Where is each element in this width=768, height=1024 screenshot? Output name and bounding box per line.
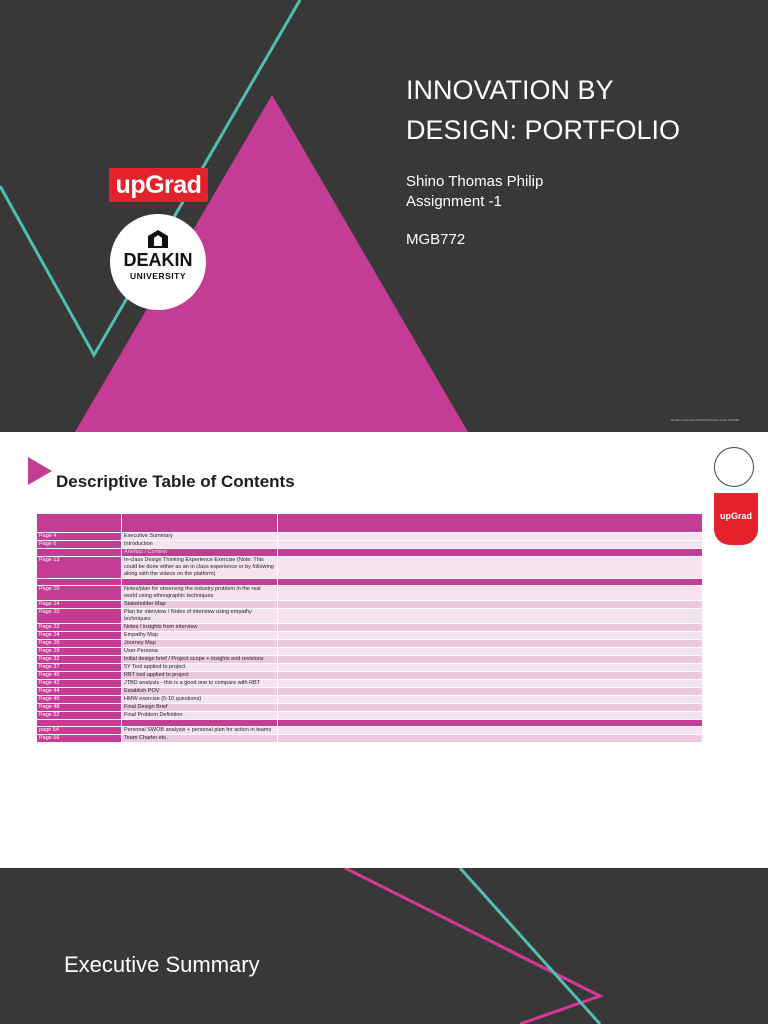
toc-notes-cell [278,624,703,632]
cricos-footer: Deakin University CRICOS Provider Code: 00113B [671,418,739,422]
toc-row [37,712,703,720]
toc-row [37,680,703,688]
toc-row [37,704,703,712]
toc-item-cell: Final Problem Definition [122,712,278,720]
toc-item-cell [122,514,278,533]
toc-item-cell: Notes/plan for observing the industry problem in the real world using ethnographic techniques [122,586,278,601]
toc-page-cell: Page 13 [37,557,122,579]
toc-item-cell: Artefact / Content [122,549,278,557]
toc-item-cell: Establish POV [122,688,278,696]
title-line-1: INNOVATION BY [406,75,614,105]
toc-item-cell: Notes / insights from interview [122,624,278,632]
toc-row [37,720,703,727]
toc-page-cell: Page 4 [37,533,122,541]
cover-slide [0,0,768,432]
toc-item-cell: 5Y Tool applied to project [122,664,278,672]
toc-notes-cell [278,672,703,680]
toc-notes-cell [278,640,703,648]
toc-row [37,640,703,648]
toc-page-cell [37,549,122,557]
summary-slide [0,868,768,1024]
toc-page-cell: Page 6 [37,541,122,549]
toc-page-cell: Page 44 [37,688,122,696]
toc-item-cell: Initial design brief / Project scope + insights and revisions [122,656,278,664]
toc-item-cell: Stakeholder Map [122,601,278,609]
toc-row [37,735,703,743]
toc-row [37,672,703,680]
toc-row [37,696,703,704]
assignment-label: Assignment -1 [406,193,502,210]
toc-row [37,514,703,533]
toc-notes-cell [278,656,703,664]
toc-page-cell: Page 22 [37,624,122,632]
toc-title: Descriptive Table of Contents [56,472,295,491]
toc-item-cell: Journey Map [122,640,278,648]
toc-notes-cell [278,680,703,688]
upgrad-logo: upGrad [109,168,208,202]
title-line-2: DESIGN: PORTFOLIO [406,115,681,145]
toc-table [36,513,703,743]
toc-row [37,648,703,656]
toc-row [37,664,703,672]
toc-page-cell: Page 26 [37,640,122,648]
toc-page-cell [37,579,122,586]
teal-line-2 [460,868,600,1024]
toc-page-cell: Page 32 [37,656,122,664]
deakin-name: DEAKIN [123,250,193,270]
toc-item-cell: Team Charter etc. [122,735,278,743]
deakin-crest-icon [148,230,168,248]
toc-page-cell: Page 10 [37,586,122,601]
toc-item-cell: HMW exercise (5-10 questions) [122,696,278,704]
deakin-sub: UNIVERSITY [129,271,186,281]
toc-row [37,609,703,624]
toc-notes-cell [278,632,703,640]
toc-page-cell: Page 20 [37,609,122,624]
toc-page-cell: Page 24 [37,632,122,640]
toc-page-cell: Page 40 [37,672,122,680]
deakin-logo [110,214,206,310]
toc-notes-cell [278,609,703,624]
toc-row [37,541,703,549]
toc-page-cell: Page 56 [37,735,122,743]
toc-notes-cell [278,696,703,704]
toc-notes-cell [278,557,703,579]
toc-notes-cell [278,688,703,696]
pink-line [345,868,600,1024]
toc-notes-cell [278,541,703,549]
toc-page-cell: Page 46 [37,696,122,704]
toc-notes-cell [278,514,703,533]
upgrad-badge: upGrad [714,493,758,545]
toc-notes-cell [278,664,703,672]
play-arrow-icon [28,457,52,485]
toc-page-cell: page 54 [37,727,122,735]
toc-notes-cell [278,735,703,743]
toc-row [37,579,703,586]
toc-page-cell: Page 48 [37,704,122,712]
toc-row [37,586,703,601]
toc-item-cell: Personal SWOB analysis + personal plan for action in teams [122,727,278,735]
toc-page-cell: Page 37 [37,664,122,672]
toc-item-cell: Empathy Map [122,632,278,640]
toc-row [37,656,703,664]
toc-notes-cell [278,533,703,541]
executive-summary-title: Executive Summary [64,952,260,977]
toc-notes-cell [278,712,703,720]
portfolio-title [406,70,746,150]
toc-item-cell: Final Design Brief [122,704,278,712]
toc-row [37,601,703,609]
toc-page-cell: Page 29 [37,648,122,656]
toc-notes-cell [278,720,703,727]
toc-item-cell: Plan for interview / Notes of interview using empathy techniques [122,609,278,624]
toc-item-cell: Executive Summary [122,533,278,541]
circle-placeholder[interactable] [714,447,754,487]
toc-page-cell: Page 14 [37,601,122,609]
toc-slide [0,432,768,868]
toc-notes-cell [278,586,703,601]
toc-item-cell: User Persona [122,648,278,656]
toc-notes-cell [278,579,703,586]
toc-row [37,557,703,579]
author-name: Shino Thomas Philip [406,173,544,190]
toc-notes-cell [278,704,703,712]
toc-item-cell: JTBD analysis - this is a good one to compare with RBT [122,680,278,688]
course-code: MGB772 [406,231,466,248]
toc-notes-cell [278,648,703,656]
toc-row [37,727,703,735]
toc-row [37,549,703,557]
toc-item-cell: In-class Design Thinking Experience Exercise (Note: This could be done either as an in class experience or by following along with the videos on the platform) [122,557,278,579]
toc-table-grid [36,513,703,743]
toc-row [37,624,703,632]
toc-item-cell: RBT tool applied to project [122,672,278,680]
cover-decoration [0,0,768,432]
toc-item-cell [122,720,278,727]
toc-notes-cell [278,601,703,609]
toc-row [37,688,703,696]
toc-page-cell [37,720,122,727]
toc-item-cell [122,579,278,586]
toc-item-cell: Introduction [122,541,278,549]
toc-page-cell [37,514,122,533]
toc-page-cell: Page 52 [37,712,122,720]
summary-decoration [0,868,768,1024]
toc-row [37,533,703,541]
toc-page-cell: Page 42 [37,680,122,688]
toc-row [37,632,703,640]
toc-notes-cell [278,727,703,735]
toc-notes-cell [278,549,703,557]
